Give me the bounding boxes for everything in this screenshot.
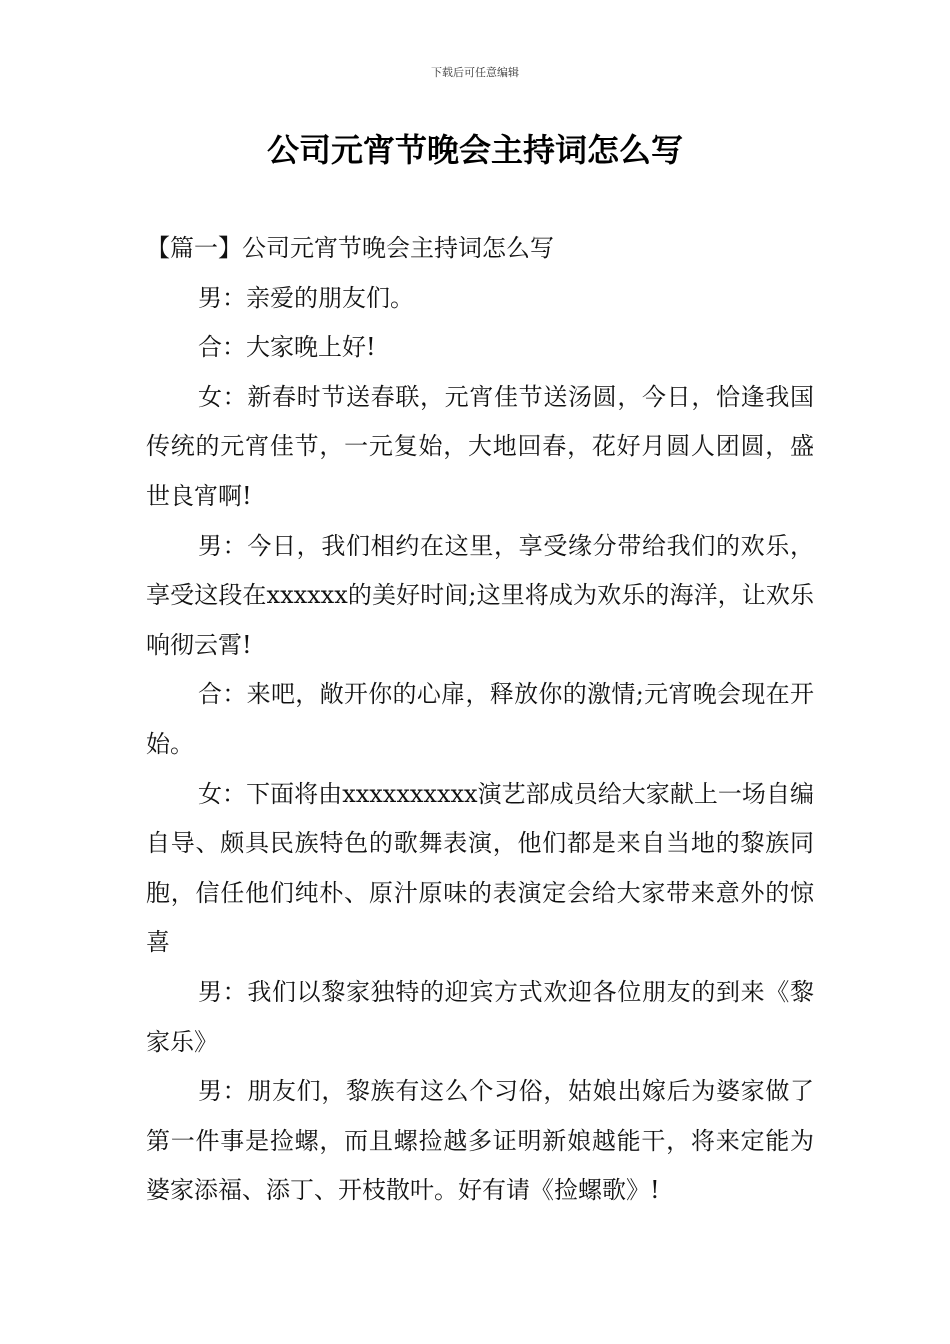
section-heading: 【篇一】公司元宵节晚会主持词怎么写 [146,234,554,262]
document-title: 公司元宵节晚会主持词怎么写 [266,131,683,169]
document-body [146,224,814,1216]
paragraph: 男：今日，我们相约在这里，享受缘分带给我们的欢乐，享受这段在xxxxxx的美好时间;这里将成为欢乐的海洋，让欢乐响彻云霄! [146,531,814,659]
paragraph: 女：下面将由xxxxxxxxxx演艺部成员给大家献上一场自编自导、颇具民族特色的歌舞表演，他们都是来自当地的黎族同胞，信任他们纯朴、原汁原味的表演定会给大家带来意外的惊喜 [146,779,814,957]
paragraph: 合：来吧，敞开你的心扉，释放你的激情;元宵晚会现在开始。 [146,680,814,758]
paragraph: 男：朋友们，黎族有这么个习俗，姑娘出嫁后为婆家做了第一件事是捡螺，而且螺捡越多证明新娘越能干，将来定能为婆家添福、添丁、开枝散叶。好有请《捡螺歌》! [146,1077,814,1205]
paragraph: 男：我们以黎家独特的迎宾方式欢迎各位朋友的到来《黎家乐》 [146,977,814,1056]
paragraph: 男：亲爱的朋友们。 [198,283,414,312]
header-note: 下载后可任意编辑 [431,66,519,79]
paragraph: 女：新春时节送春联，元宵佳节送汤圆，今日，恰逢我国传统的元宵佳节，一元复始，大地回春，花好月圆人团圆，盛世良宵啊! [146,382,814,510]
paragraph: 合：大家晚上好! [198,333,376,362]
